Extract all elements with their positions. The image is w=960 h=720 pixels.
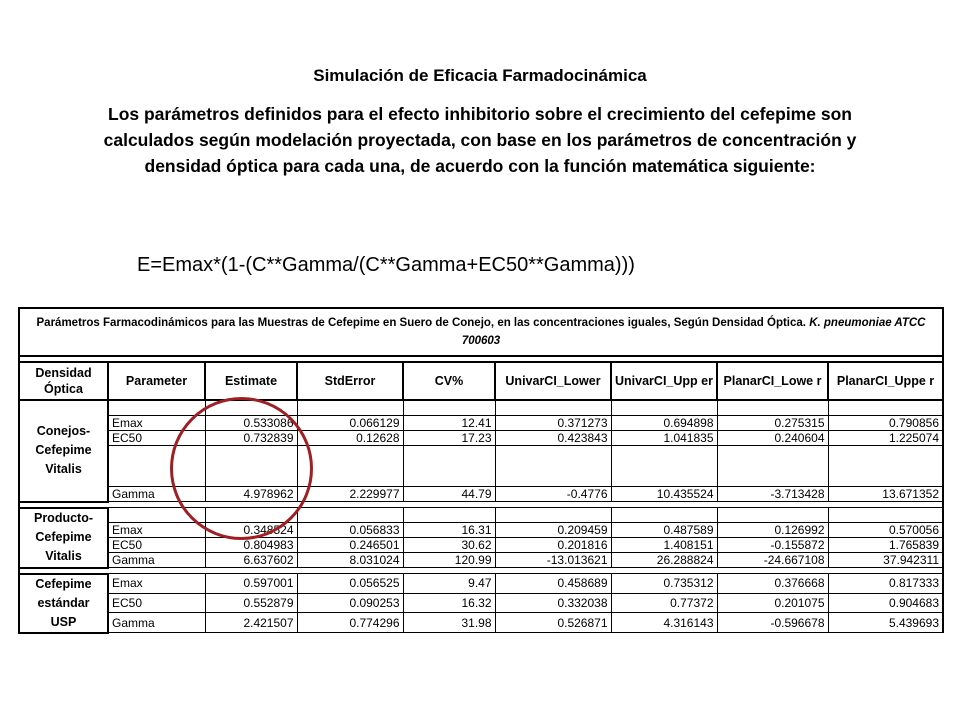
group-label: Cefepime estándar USP xyxy=(19,574,108,633)
value-cell: 6.637602 xyxy=(205,553,297,568)
value-cell: 0.804983 xyxy=(205,538,297,553)
value-cell: 1.041835 xyxy=(611,431,717,446)
value-cell: 0.694898 xyxy=(611,416,717,431)
value-cell: 0.126992 xyxy=(717,523,828,538)
value-cell: 0.12628 xyxy=(297,431,403,446)
value-cell: 0.735312 xyxy=(611,574,717,594)
value-cell: 0.597001 xyxy=(205,574,297,594)
table-row xyxy=(19,416,943,431)
value-cell: 0.201075 xyxy=(717,593,828,613)
header-cell: Densidad Óptica xyxy=(19,362,108,400)
header-cell: PlanarCI_Uppe r xyxy=(828,362,943,400)
value-cell: 120.99 xyxy=(403,553,495,568)
header-cell: CV% xyxy=(403,362,495,400)
value-cell: -0.596678 xyxy=(717,613,828,633)
value-cell: 0.790856 xyxy=(828,416,943,431)
value-cell: 12.41 xyxy=(403,416,495,431)
param-cell: EC50 xyxy=(108,431,205,446)
value-cell: 0.533086 xyxy=(205,416,297,431)
header-cell: UnivarCI_Lower xyxy=(495,362,611,400)
value-cell: -24.667108 xyxy=(717,553,828,568)
model-formula: E=Emax*(1-(C**Gamma/(C**Gamma+EC50**Gamma))) xyxy=(137,254,635,276)
value-cell: 0.817333 xyxy=(828,574,943,594)
value-cell: 2.229977 xyxy=(297,487,403,502)
value-cell: 44.79 xyxy=(403,487,495,502)
table-row xyxy=(19,400,943,416)
value-cell: 2.421507 xyxy=(205,613,297,633)
table-row xyxy=(19,538,943,553)
value-cell: 0.371273 xyxy=(495,416,611,431)
param-cell: EC50 xyxy=(108,538,205,553)
value-cell: 0.458689 xyxy=(495,574,611,594)
value-cell: 1.765839 xyxy=(828,538,943,553)
group-label: Producto-Cefepime Vitalis xyxy=(19,508,108,568)
group-label: Conejos-Cefepime Vitalis xyxy=(19,400,108,502)
caption-main: Parámetros Farmacodinámicos para las Muestras de Cefepime en Suero de Conejo, en las concentraciones iguales, Según Densidad Óptica. xyxy=(36,317,806,329)
value-cell: 0.246501 xyxy=(297,538,403,553)
value-cell: 0.275315 xyxy=(717,416,828,431)
value-cell: 1.408151 xyxy=(611,538,717,553)
header-cell: StdError xyxy=(297,362,403,400)
value-cell: 0.056833 xyxy=(297,523,403,538)
value-cell: 9.47 xyxy=(403,574,495,594)
table-row xyxy=(19,593,943,613)
value-cell: 0.570056 xyxy=(828,523,943,538)
highlight-circle xyxy=(170,397,313,540)
param-cell: EC50 xyxy=(108,593,205,613)
value-cell: 0.209459 xyxy=(495,523,611,538)
value-cell: 0.332038 xyxy=(495,593,611,613)
table-row xyxy=(19,523,943,538)
value-cell: 0.348524 xyxy=(205,523,297,538)
table-row xyxy=(19,574,943,594)
value-cell: -0.155872 xyxy=(717,538,828,553)
table-caption xyxy=(19,308,943,356)
header-cell: PlanarCI_Lowe r xyxy=(717,362,828,400)
value-cell: 26.288824 xyxy=(611,553,717,568)
param-cell: Emax xyxy=(108,574,205,594)
table-row xyxy=(19,446,943,487)
table-row xyxy=(19,553,943,568)
value-cell: 0.423843 xyxy=(495,431,611,446)
value-cell: 1.225074 xyxy=(828,431,943,446)
value-cell: 0.904683 xyxy=(828,593,943,613)
value-cell: 0.240604 xyxy=(717,431,828,446)
value-cell: -0.4776 xyxy=(495,487,611,502)
value-cell: 0.201816 xyxy=(495,538,611,553)
value-cell: 13.671352 xyxy=(828,487,943,502)
value-cell: 0.066129 xyxy=(297,416,403,431)
param-cell: Gamma xyxy=(108,613,205,633)
table-row xyxy=(19,487,943,502)
value-cell: 0.487589 xyxy=(611,523,717,538)
caption-organism: K. pneumoniae ATCC 700603 xyxy=(461,317,926,347)
value-cell: 16.31 xyxy=(403,523,495,538)
value-cell: 4.978962 xyxy=(205,487,297,502)
value-cell: 17.23 xyxy=(403,431,495,446)
param-cell: Emax xyxy=(108,416,205,431)
table-row xyxy=(19,431,943,446)
value-cell: 0.732839 xyxy=(205,431,297,446)
value-cell: 0.376668 xyxy=(717,574,828,594)
pharmacodynamic-parameters-table xyxy=(18,307,944,634)
value-cell: 0.774296 xyxy=(297,613,403,633)
value-cell: 0.552879 xyxy=(205,593,297,613)
value-cell: 0.090253 xyxy=(297,593,403,613)
value-cell: 5.439693 xyxy=(828,613,943,633)
param-cell: Emax xyxy=(108,523,205,538)
value-cell: 30.62 xyxy=(403,538,495,553)
value-cell: 0.526871 xyxy=(495,613,611,633)
value-cell: 10.435524 xyxy=(611,487,717,502)
table-row xyxy=(19,508,943,523)
header-row xyxy=(19,362,943,400)
value-cell: -13.013621 xyxy=(495,553,611,568)
header-cell: UnivarCI_Upp er xyxy=(611,362,717,400)
value-cell: 16.32 xyxy=(403,593,495,613)
value-cell: 31.98 xyxy=(403,613,495,633)
param-cell: Gamma xyxy=(108,553,205,568)
value-cell: 0.056525 xyxy=(297,574,403,594)
param-cell: Gamma xyxy=(108,487,205,502)
page-title: Simulación de Eficacia Farmadocinámica xyxy=(313,66,647,85)
table-row xyxy=(19,613,943,633)
value-cell: 4.316143 xyxy=(611,613,717,633)
value-cell: 37.942311 xyxy=(828,553,943,568)
value-cell: -3.713428 xyxy=(717,487,828,502)
value-cell: 0.77372 xyxy=(611,593,717,613)
header-cell: Estimate xyxy=(205,362,297,400)
value-cell: 8.031024 xyxy=(297,553,403,568)
header-cell: Parameter xyxy=(108,362,205,400)
intro-paragraph: Los parámetros definidos para el efecto inhibitorio sobre el crecimiento del cefepime son calculados según modelación proyectada, con base en los parámetros de concentración y densidad óptica para cada una, de acuerdo con la función matemática siguiente: xyxy=(103,104,857,176)
